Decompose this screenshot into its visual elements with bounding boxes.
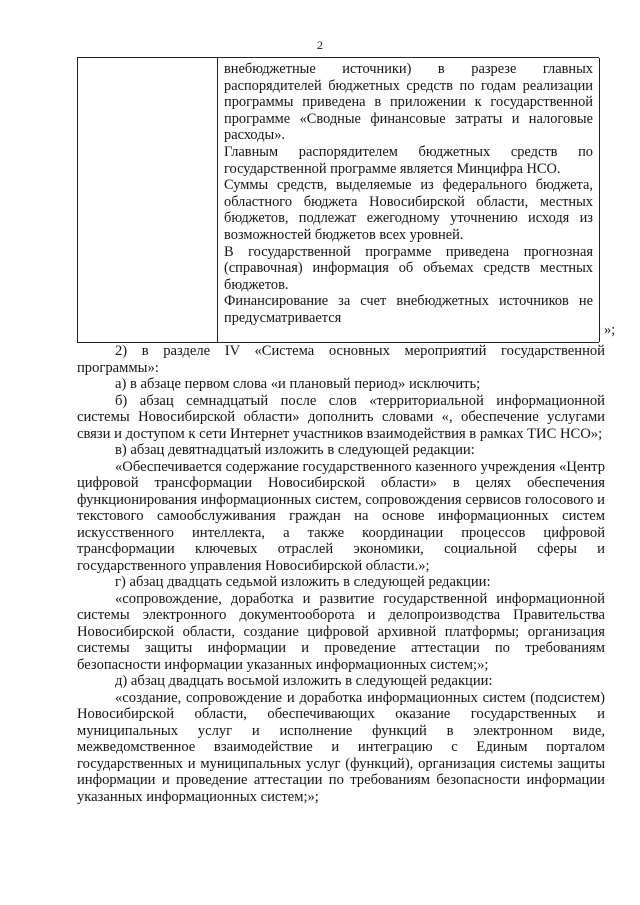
- body-paragraph: г) абзац двадцать седьмой изложить в следующей редакции:: [115, 574, 491, 590]
- table-right-cell: [218, 58, 600, 342]
- body-paragraph: а) в абзаце первом слова «и плановый период» исключить;: [115, 376, 481, 392]
- body-paragraph: «создание, сопровождение и доработка информационных систем (подсистем) Новосибирской области, обеспечивающих оказание государственных и муниципальных услуг и исполнение функций в электронном виде, межведомственное взаимодействие и интеграцию с Единым порталом государственных и муниципальных услуг (функций), организация системы защиты информации и проведение аттестации по требованиям безопасности информации указанных информационных систем;»;: [77, 689, 605, 805]
- table-closing-mark: »;: [604, 322, 616, 338]
- amendment-body: [77, 343, 605, 805]
- table-right-cell-text: [224, 61, 593, 327]
- table-cell-paragraph: В государственной программе приведена прогнозная (справочная) информация об объемах средств местных бюджетов.: [224, 243, 593, 293]
- body-paragraph: 2) в разделе IV «Система основных мероприятий государственной программы»:: [77, 343, 605, 376]
- body-paragraph: в) абзац девятнадцатый изложить в следующей редакции:: [115, 442, 475, 458]
- body-paragraph: «Обеспечивается содержание государственного казенного учреждения «Центр цифровой трансформации Новосибирской области» в целях обеспечения функционирования информационных систем, сопровождения сервисов голосового и текстового самообслуживания граждан на основе информационных систем искусственного интеллекта, а также координации процессов цифровой трансформации ключевых отраслей экономики, социальной сферы и государственного управления Новосибирской области.»;: [77, 458, 605, 574]
- table-cell-paragraph: Финансирование за счет внебюджетных источников не предусматривается: [224, 293, 593, 326]
- table-cell-paragraph: внебюджетные источники) в разрезе главных распорядителей бюджетных средств по годам реализации программы приведена в приложении к государственной программе «Сводные финансовые затраты и налоговые расходы».: [224, 61, 593, 144]
- body-paragraph: б) абзац семнадцатый после слов «территориальной информационной системы Новосибирской области» дополнить словами «, обеспечение услугами связи и доступом к сети Интернет участников взаимодействия в рамках ТИС НСО»;: [77, 392, 605, 442]
- table-cell-paragraph: Главным распорядителем бюджетных средств по государственной программе является Минцифра НСО.: [224, 143, 593, 177]
- table-cell-paragraph: Суммы средств, выделяемые из федерального бюджета, областного бюджета Новосибирской области, местных бюджетов, подлежат ежегодному уточнению исходя из возможностей бюджетов всех уровней.: [224, 177, 593, 243]
- body-paragraph: д) абзац двадцать восьмой изложить в следующей редакции:: [115, 673, 493, 689]
- page-number: 2: [317, 38, 323, 52]
- passport-table-fragment: [77, 57, 599, 343]
- table-left-cell: [78, 58, 218, 342]
- body-paragraph: «сопровождение, доработка и развитие государственной информационной системы электронного документооборота и делопроизводства Правительства Новосибирской области, создание цифровой архивной платформы; организация системы защиты информации и проведение аттестации по требованиям безопасности информации указанных информационных систем;»;: [77, 590, 605, 673]
